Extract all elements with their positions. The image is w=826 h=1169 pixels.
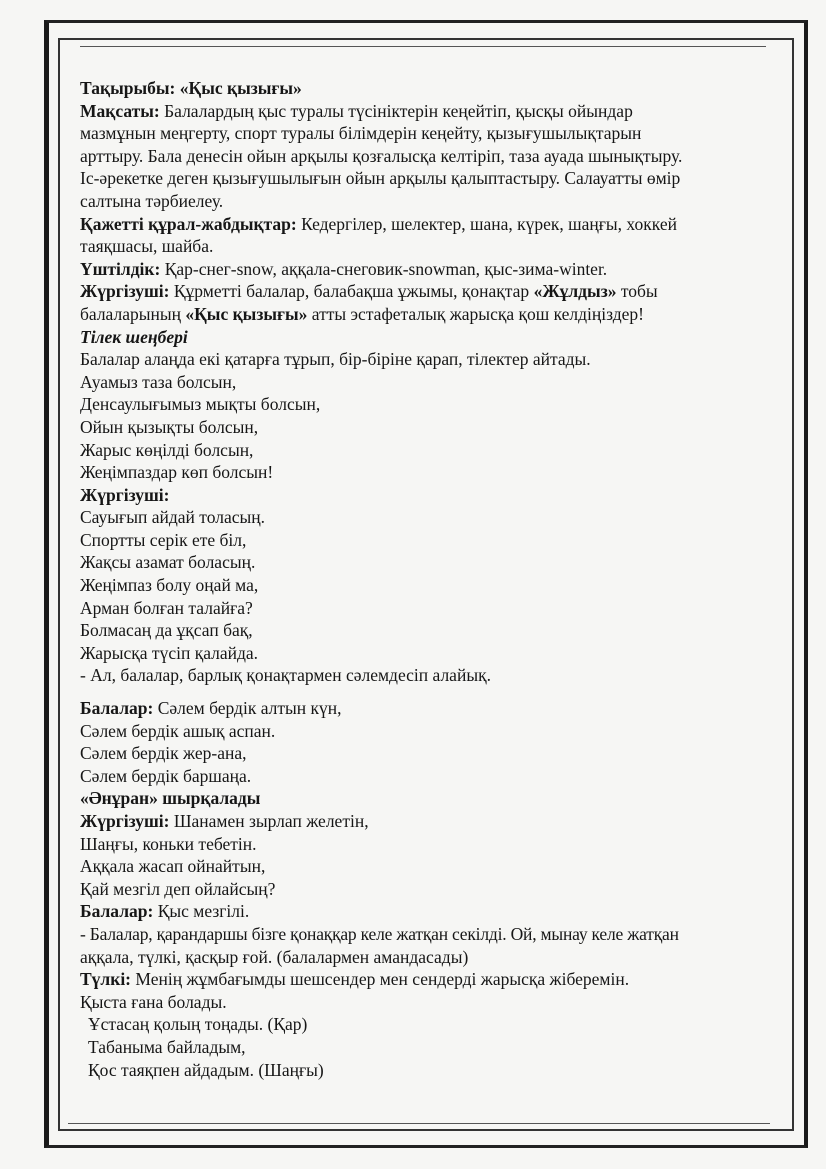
poem-line: Жақсы азамат боласың. [80,552,256,573]
host-intro-text: атты эстафеталық жарысқа қош келдіңіздер! [307,303,644,324]
group-name: «Жұлдыз» [533,281,617,302]
children-greeting-line [80,697,780,720]
host-intro-line [80,303,780,326]
fox-riddle-line: Қыста ғана болады. [80,991,227,1012]
equipment-line [80,213,780,236]
equipment-text: Кедергілер, шелектер, шана, күрек, шаңғы, хоккей [296,213,677,234]
fox-label: Түлкі: [80,969,132,990]
goal-line: салтына тәрбиелеу. [80,190,224,211]
fox-text: Менің жұмбағымды шешсендер мен сендерді жарысқа жіберемін. [131,969,630,990]
goal-line: арттыру. Бала денесін ойын арқылы қозғалысқа келтіріп, таза ауада шынықтыру. [80,145,683,166]
goal-label: Мақсаты: [80,100,160,121]
topic-label: Тақырыбы: [80,78,176,98]
poem-line: Арман болған талайға? [80,597,253,618]
wish-line: Жарыс көңілді болсын, [80,439,254,460]
topic-line [80,77,780,100]
anthem-line: «Әнұран» шырқалады [80,788,261,809]
host-label: Жүргізуші: [80,484,170,505]
goal-line: Іс-әрекетке деген қызығушылығын ойын арқылы қалыптастыру. Салауатты өмір [80,168,681,189]
host-intro-line [80,280,780,303]
riddle-line: Аққала жасап ойнайтын, [80,856,266,877]
trilingual-line [80,258,780,281]
wish-circle-heading: Тілек шеңбері [80,326,188,347]
children-label: Балалар: [80,901,154,922]
goal-line [80,100,780,123]
poem-line: Болмасаң да ұқсап бақ, [80,620,253,641]
riddle-line: Шаңғы, коньки тебетін. [80,833,257,854]
fox-riddle-line: Қос таяқпен айдадым. (Шаңғы) [88,1059,324,1080]
fox-riddle-line: Ұстасаң қолың тоңады. (Қар) [88,1014,308,1035]
border-rule-bottom [68,1123,770,1124]
wish-line: Балалар алаңда екі қатарға тұрып, бір-біріне қарап, тілектер айтады. [80,349,591,370]
greeting-line: Сәлем бердік баршаңа. [80,765,252,786]
paragraph-gap [80,687,780,697]
trilingual-text: Қар-снег-snow, аққала-снеговик-snowman, қыс-зима-winter. [160,258,608,279]
riddle-text: Шанамен зырлап желетін, [169,811,369,831]
trilingual-label: Үштілдік: [80,258,161,279]
greeting-text: Сәлем бердік алтын күн, [153,698,342,719]
host-intro-text: тобы [616,281,658,302]
children-answer-line [80,900,780,923]
poem-line: Сауығып айдай толасың. [80,507,265,528]
riddle-line: Қай мезгіл деп ойлайсың? [80,878,276,899]
document-body [80,77,780,1081]
fox-line [80,968,780,991]
fox-arrives-line: аққала, түлкі, қасқыр ғой. (балалармен амандасады) [80,946,469,967]
topic-value: «Қыс қызығы» [179,78,302,98]
fox-arrives-line: - Балалар, қарандаршы бізге қонаққар келе жатқан секілді. Ой, мынау келе жатқан [80,923,679,944]
equipment-label: Қажетті құрал-жабдықтар: [80,213,297,234]
goal-line: мазмұнын меңгерту, спорт туралы білімдерін кеңейту, қызығушылықтарын [80,123,642,144]
wish-line: Ойын қызықты болсын, [80,416,259,437]
greeting-line: Сәлем бердік жер-ана, [80,743,247,764]
event-name: «Қыс қызығы» [185,303,308,324]
host-intro-text: Құрметті балалар, балабақша ұжымы, қонақтар [169,281,534,302]
host-label: Жүргізуші: [80,281,170,302]
poem-line: Жеңімпаз болу оңай ма, [80,575,259,596]
poem-line: Жарысқа түсіп қалайда. [80,642,259,663]
wish-line: Жеңімпаздар көп болсын! [80,462,274,483]
wish-line: Денсаулығымыз мықты болсын, [80,394,321,415]
equipment-line: таяқшасы, шайба. [80,236,214,257]
poem-line: Спортты серік ете біл, [80,529,247,550]
greeting-line: Сәлем бердік ашық аспан. [80,720,276,741]
fox-riddle-line: Табаныма байладым, [88,1036,246,1057]
wish-line: Ауамыз таза болсын, [80,371,237,392]
poem-line: - Ал, балалар, барлық қонақтармен сәлемдесіп алайық. [80,665,491,686]
host-intro-text: балаларының [80,303,186,324]
host-label: Жүргізуші: [80,811,170,831]
host-riddle-line [80,810,780,833]
answer-text: Қыс мезгілі. [153,901,250,922]
children-label: Балалар: [80,698,154,719]
border-rule-top [80,46,766,47]
goal-text: Балалардың қыс туралы түсініктерін кеңейтіп, қысқы ойындар [159,100,633,121]
